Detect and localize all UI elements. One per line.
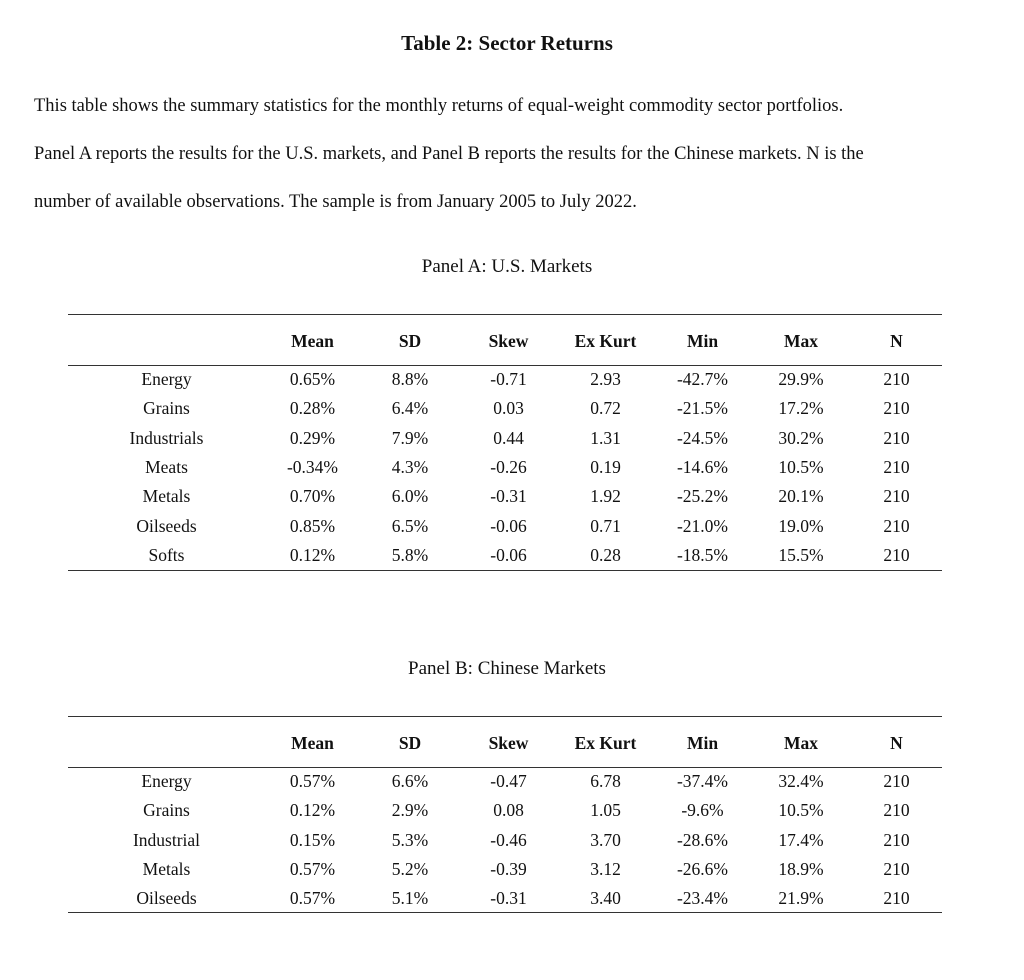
table-row <box>68 394 942 423</box>
col-header-mean: Mean <box>291 330 334 351</box>
panel-a-table <box>68 317 942 570</box>
header-row <box>68 719 942 767</box>
panel-b-table <box>68 719 942 913</box>
table-row <box>68 826 942 855</box>
stat-cell: 6.5% <box>391 515 429 536</box>
col-header-skew: Skew <box>488 732 529 753</box>
table-row <box>68 541 942 570</box>
table-row <box>68 884 942 913</box>
stat-cell: 210 <box>883 486 910 507</box>
stat-cell: -24.5% <box>676 427 729 448</box>
stat-cell: 0.71 <box>590 515 621 536</box>
stat-cell: 0.65% <box>289 369 336 390</box>
sector-label: Industrial <box>132 829 201 850</box>
panel-a-title: Panel A: U.S. Markets <box>421 256 593 277</box>
stat-cell: -0.26 <box>490 457 527 478</box>
stat-cell: 15.5% <box>778 544 824 565</box>
table-caption <box>34 82 994 226</box>
stat-cell: 5.1% <box>391 888 429 909</box>
sector-label: Industrials <box>129 427 204 448</box>
stat-cell: 210 <box>883 544 910 565</box>
col-header-max: Max <box>783 330 819 351</box>
stat-cell: 6.6% <box>391 771 429 792</box>
stat-cell: 10.5% <box>778 457 824 478</box>
stat-cell: 0.44 <box>493 427 524 448</box>
table-row <box>68 796 942 825</box>
stat-cell: 30.2% <box>778 427 824 448</box>
stat-cell: 1.05 <box>590 800 621 821</box>
stat-cell: 21.9% <box>778 888 824 909</box>
table-title: Table 2: Sector Returns <box>401 31 613 55</box>
panel-a-top-rule <box>68 314 942 315</box>
panel-b-top-rule <box>68 716 942 717</box>
stat-cell: 0.28 <box>590 544 621 565</box>
stat-cell: 210 <box>883 515 910 536</box>
sector-label: Metals <box>142 859 191 880</box>
panel-b-bottom-rule <box>68 912 942 913</box>
stat-cell: 5.2% <box>391 859 429 880</box>
stat-cell: -18.5% <box>676 544 729 565</box>
stat-cell: 0.15% <box>289 829 336 850</box>
stat-cell: -0.71 <box>490 369 527 390</box>
stat-cell: 10.5% <box>778 800 824 821</box>
stat-cell: -0.06 <box>490 515 527 536</box>
stat-cell: 210 <box>883 457 910 478</box>
stat-cell: -21.0% <box>676 515 729 536</box>
sector-label: Grains <box>143 800 190 821</box>
stat-cell: 3.70 <box>590 829 621 850</box>
stat-cell: 1.31 <box>590 427 621 448</box>
stat-cell: -0.47 <box>490 771 527 792</box>
stat-cell: -0.31 <box>490 486 527 507</box>
stat-cell: 17.4% <box>778 829 824 850</box>
stat-cell: -21.5% <box>676 398 729 419</box>
panel-a-bottom-rule <box>68 570 942 571</box>
stat-cell: 4.3% <box>391 457 429 478</box>
stat-cell: 6.78 <box>590 771 621 792</box>
stat-cell: 0.57% <box>289 888 336 909</box>
sector-label: Metals <box>142 486 191 507</box>
col-header-skew: Skew <box>488 330 529 351</box>
col-header-ex-kurt: Ex Kurt <box>574 732 637 753</box>
stat-cell: 5.3% <box>391 829 429 850</box>
stat-cell: 0.85% <box>289 515 336 536</box>
sector-label: Oilseeds <box>136 888 197 909</box>
sector-label: Grains <box>143 398 190 419</box>
caption-line: number of available observations. The sample is from January 2005 to July 2022. <box>34 192 637 212</box>
table-row <box>68 424 942 453</box>
stat-cell: 210 <box>883 800 910 821</box>
stat-cell: 18.9% <box>778 859 824 880</box>
stat-cell: 5.8% <box>391 544 429 565</box>
sector-label: Oilseeds <box>136 515 197 536</box>
stat-cell: -0.39 <box>490 859 527 880</box>
table-row <box>68 855 942 884</box>
stat-cell: -0.34% <box>286 457 339 478</box>
stat-cell: 0.08 <box>493 800 524 821</box>
stat-cell: -42.7% <box>676 369 729 390</box>
stat-cell: 0.12% <box>289 800 336 821</box>
stat-cell: 0.19 <box>590 457 621 478</box>
stat-cell: -0.31 <box>490 888 527 909</box>
stat-cell: 210 <box>883 859 910 880</box>
stat-cell: -14.6% <box>676 457 729 478</box>
stat-cell: 0.72 <box>590 398 621 419</box>
stat-cell: 210 <box>883 829 910 850</box>
table-row <box>68 453 942 482</box>
stat-cell: 0.57% <box>289 771 336 792</box>
panel-b-header-rule <box>68 767 942 768</box>
col-header-ex-kurt: Ex Kurt <box>574 330 637 351</box>
stat-cell: 0.12% <box>289 544 336 565</box>
stat-cell: 210 <box>883 398 910 419</box>
caption-line: Panel A reports the results for the U.S. markets, and Panel B reports the results for the Chinese markets. N is the <box>34 144 864 164</box>
sector-label: Softs <box>148 544 185 565</box>
stat-cell: -23.4% <box>676 888 729 909</box>
stat-cell: 32.4% <box>778 771 824 792</box>
col-header <box>68 317 265 365</box>
stat-cell: 1.92 <box>590 486 621 507</box>
stat-cell: 0.28% <box>289 398 336 419</box>
stat-cell: 210 <box>883 771 910 792</box>
stat-cell: 8.8% <box>391 369 429 390</box>
table-row <box>68 767 942 796</box>
sector-label: Energy <box>141 771 192 792</box>
stat-cell: 0.57% <box>289 859 336 880</box>
stat-cell: 2.9% <box>391 800 429 821</box>
stat-cell: -37.4% <box>676 771 729 792</box>
stat-cell: 210 <box>883 369 910 390</box>
stat-cell: 210 <box>883 427 910 448</box>
stat-cell: 20.1% <box>778 486 824 507</box>
stat-cell: -9.6% <box>681 800 724 821</box>
stat-cell: 6.0% <box>391 486 429 507</box>
stat-cell: 17.2% <box>778 398 824 419</box>
sector-label: Energy <box>141 369 192 390</box>
col-header-max: Max <box>783 732 819 753</box>
stat-cell: -26.6% <box>676 859 729 880</box>
stat-cell: -0.06 <box>490 544 527 565</box>
panel-b-title: Panel B: Chinese Markets <box>408 658 606 679</box>
stat-cell: 0.03 <box>493 398 524 419</box>
table-row <box>68 482 942 511</box>
col-header <box>68 719 265 767</box>
stat-cell: 3.40 <box>590 888 621 909</box>
col-header-sd: SD <box>398 330 422 351</box>
stat-cell: 19.0% <box>778 515 824 536</box>
stat-cell: 6.4% <box>391 398 429 419</box>
stat-cell: 29.9% <box>778 369 824 390</box>
col-header-n: N <box>890 330 903 351</box>
stat-cell: 210 <box>883 888 910 909</box>
table-row <box>68 365 942 394</box>
stat-cell: 3.12 <box>590 859 621 880</box>
table-row <box>68 511 942 540</box>
panel-a-header-rule <box>68 365 942 366</box>
col-header-min: Min <box>686 330 719 351</box>
caption-line: This table shows the summary statistics for the monthly returns of equal-weight commodity sector portfolios. <box>34 96 844 116</box>
col-header-min: Min <box>686 732 719 753</box>
stat-cell: 0.29% <box>289 427 336 448</box>
sector-label: Meats <box>145 457 188 478</box>
stat-cell: 0.70% <box>289 486 336 507</box>
stat-cell: 2.93 <box>590 369 621 390</box>
header-row <box>68 317 942 365</box>
stat-cell: -0.46 <box>490 829 527 850</box>
stat-cell: -25.2% <box>676 486 729 507</box>
col-header-sd: SD <box>398 732 422 753</box>
col-header-mean: Mean <box>291 732 334 753</box>
col-header-n: N <box>890 732 903 753</box>
stat-cell: 7.9% <box>391 427 429 448</box>
stat-cell: -28.6% <box>676 829 729 850</box>
